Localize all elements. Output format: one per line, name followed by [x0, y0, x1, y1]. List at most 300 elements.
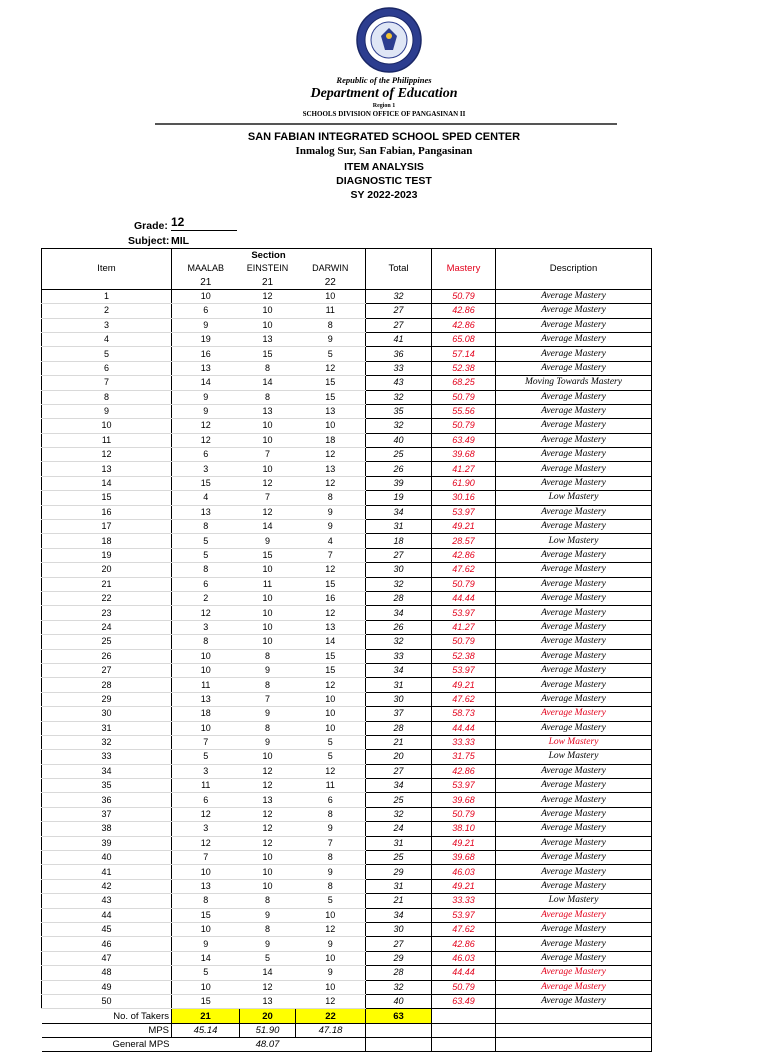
division-line: SCHOOLS DIVISION OFFICE OF PANGASINAN II: [302, 110, 466, 118]
maalab-score: 8: [172, 894, 240, 908]
item-number: 32: [42, 735, 172, 749]
total-score: 30: [366, 692, 432, 706]
mastery-description: Average Mastery: [496, 462, 652, 476]
item-number: 8: [42, 390, 172, 404]
total-score: 29: [366, 951, 432, 965]
mastery-description: Low Mastery: [496, 750, 652, 764]
einstein-score: 11: [240, 577, 296, 591]
maalab-score: 9: [172, 318, 240, 332]
mastery-percent: 63.49: [432, 994, 496, 1008]
darwin-score: 10: [296, 707, 366, 721]
maalab-score: 16: [172, 347, 240, 361]
maalab-score: 13: [172, 879, 240, 893]
mastery-description: Average Mastery: [496, 879, 652, 893]
table-row: [42, 793, 652, 807]
total-score: 31: [366, 520, 432, 534]
darwin-score: 10: [296, 951, 366, 965]
item-number: 34: [42, 764, 172, 778]
darwin-score: 12: [296, 361, 366, 375]
total-score: 34: [366, 908, 432, 922]
mastery-percent: 53.97: [432, 663, 496, 677]
maalab-score: 8: [172, 520, 240, 534]
table-row: [42, 318, 652, 332]
total-score: 36: [366, 347, 432, 361]
total-score: 27: [366, 304, 432, 318]
table-row: [42, 764, 652, 778]
item-number: 22: [42, 591, 172, 605]
table-row: [42, 332, 652, 346]
maalab-score: 8: [172, 635, 240, 649]
mastery-percent: 53.97: [432, 606, 496, 620]
mastery-percent: 31.75: [432, 750, 496, 764]
total-score: 26: [366, 462, 432, 476]
einstein-score: 8: [240, 390, 296, 404]
mastery-description: Average Mastery: [496, 448, 652, 462]
mastery-description: Moving Towards Mastery: [496, 376, 652, 390]
maalab-score: 9: [172, 390, 240, 404]
general-mps-label: General MPS: [42, 1038, 172, 1052]
item-number: 50: [42, 994, 172, 1008]
table-row: [42, 591, 652, 605]
einstein-score: 9: [240, 534, 296, 548]
einstein-score: 10: [240, 620, 296, 634]
maalab-score: 10: [172, 289, 240, 303]
table-row: [42, 577, 652, 591]
table-row: [42, 692, 652, 706]
total-score: 28: [366, 966, 432, 980]
mastery-description: Average Mastery: [496, 620, 652, 634]
einstein-score: 12: [240, 807, 296, 821]
total-score: 30: [366, 563, 432, 577]
total-score: 33: [366, 649, 432, 663]
mastery-description: Average Mastery: [496, 635, 652, 649]
mastery-description: Low Mastery: [496, 735, 652, 749]
item-number: 2: [42, 304, 172, 318]
table-row: [42, 534, 652, 548]
darwin-score: 10: [296, 721, 366, 735]
mastery-percent: 47.62: [432, 922, 496, 936]
einstein-score: 8: [240, 894, 296, 908]
table-row: [42, 419, 652, 433]
einstein-score: 12: [240, 289, 296, 303]
darwin-score: 10: [296, 908, 366, 922]
mastery-description: Average Mastery: [496, 692, 652, 706]
table-row: [42, 836, 652, 850]
einstein-score: 15: [240, 548, 296, 562]
maalab-score: 11: [172, 678, 240, 692]
total-score: 39: [366, 476, 432, 490]
mastery-percent: 46.03: [432, 865, 496, 879]
darwin-score: 5: [296, 894, 366, 908]
einstein-score: 13: [240, 793, 296, 807]
einstein-score: 7: [240, 491, 296, 505]
einstein-score: 8: [240, 678, 296, 692]
total-score: 27: [366, 318, 432, 332]
item-number: 42: [42, 879, 172, 893]
maalab-score: 11: [172, 779, 240, 793]
maalab-score: 18: [172, 707, 240, 721]
item-number: 41: [42, 865, 172, 879]
mastery-description: Average Mastery: [496, 807, 652, 821]
einstein-score: 10: [240, 462, 296, 476]
table-row: [42, 779, 652, 793]
einstein-score: 9: [240, 663, 296, 677]
maalab-score: 10: [172, 922, 240, 936]
darwin-score: 9: [296, 966, 366, 980]
mastery-description: Average Mastery: [496, 577, 652, 591]
item-number: 46: [42, 937, 172, 951]
mastery-description: Average Mastery: [496, 707, 652, 721]
einstein-score: 12: [240, 764, 296, 778]
mastery-description: Low Mastery: [496, 894, 652, 908]
mastery-percent: 49.21: [432, 879, 496, 893]
maalab-score: 10: [172, 721, 240, 735]
table-row: [42, 462, 652, 476]
mastery-percent: 58.73: [432, 707, 496, 721]
item-number: 5: [42, 347, 172, 361]
darwin-score: 8: [296, 807, 366, 821]
darwin-score: 9: [296, 332, 366, 346]
total-score: 40: [366, 433, 432, 447]
item-number: 24: [42, 620, 172, 634]
einstein-score: 9: [240, 937, 296, 951]
darwin-score: 13: [296, 620, 366, 634]
takers-count: 21: [172, 1009, 240, 1023]
item-number: 14: [42, 476, 172, 490]
mastery-description: Average Mastery: [496, 980, 652, 994]
total-score: 29: [366, 865, 432, 879]
einstein-score: 10: [240, 750, 296, 764]
header-item: Item: [42, 249, 172, 290]
takers-label: No. of Takers: [42, 1009, 172, 1023]
item-number: 17: [42, 520, 172, 534]
einstein-score: 7: [240, 448, 296, 462]
table-row: [42, 851, 652, 865]
darwin-score: 9: [296, 937, 366, 951]
item-number: 36: [42, 793, 172, 807]
maalab-score: 6: [172, 577, 240, 591]
einstein-score: 8: [240, 721, 296, 735]
maalab-score: 5: [172, 548, 240, 562]
einstein-score: 13: [240, 332, 296, 346]
einstein-score: 15: [240, 347, 296, 361]
total-score: 32: [366, 390, 432, 404]
mastery-percent: 44.44: [432, 591, 496, 605]
darwin-score: 9: [296, 505, 366, 519]
einstein-score: 9: [240, 908, 296, 922]
mastery-percent: 53.97: [432, 908, 496, 922]
einstein-score: 9: [240, 707, 296, 721]
table-row: [42, 448, 652, 462]
darwin-score: 4: [296, 534, 366, 548]
table-row: [42, 548, 652, 562]
mastery-description: Average Mastery: [496, 779, 652, 793]
section-name: DARWIN: [296, 262, 366, 275]
total-score: 32: [366, 980, 432, 994]
total-score: 28: [366, 591, 432, 605]
table-row: [42, 347, 652, 361]
einstein-score: 12: [240, 822, 296, 836]
mastery-description: Average Mastery: [496, 908, 652, 922]
table-row: [42, 635, 652, 649]
header-mastery: Mastery: [432, 249, 496, 290]
mastery-percent: 39.68: [432, 448, 496, 462]
einstein-score: 8: [240, 361, 296, 375]
einstein-score: 10: [240, 433, 296, 447]
school-address: Inmalog Sur, San Fabian, Pangasinan: [295, 145, 473, 157]
darwin-score: 12: [296, 606, 366, 620]
table-row: [42, 620, 652, 634]
table-row: [42, 966, 652, 980]
mastery-description: Average Mastery: [496, 390, 652, 404]
mastery-description: Average Mastery: [496, 505, 652, 519]
table-row: [42, 865, 652, 879]
total-score: 26: [366, 620, 432, 634]
maalab-score: 2: [172, 591, 240, 605]
darwin-score: 13: [296, 462, 366, 476]
total-score: 32: [366, 419, 432, 433]
item-number: 26: [42, 649, 172, 663]
maalab-score: 5: [172, 750, 240, 764]
mastery-percent: 52.38: [432, 361, 496, 375]
darwin-score: 13: [296, 404, 366, 418]
einstein-score: 12: [240, 836, 296, 850]
mps-label: MPS: [42, 1023, 172, 1037]
maalab-score: 15: [172, 994, 240, 1008]
mastery-description: Average Mastery: [496, 764, 652, 778]
darwin-score: 10: [296, 289, 366, 303]
table-row: [42, 994, 652, 1008]
total-score: 25: [366, 851, 432, 865]
item-number: 3: [42, 318, 172, 332]
table-row: [42, 735, 652, 749]
item-number: 33: [42, 750, 172, 764]
total-score: 19: [366, 491, 432, 505]
mastery-percent: 50.79: [432, 635, 496, 649]
darwin-score: 6: [296, 793, 366, 807]
total-score: 27: [366, 548, 432, 562]
maalab-score: 15: [172, 908, 240, 922]
table-row: [42, 663, 652, 677]
maalab-score: 12: [172, 433, 240, 447]
item-number: 29: [42, 692, 172, 706]
table-row: [42, 951, 652, 965]
mastery-description: Average Mastery: [496, 994, 652, 1008]
einstein-score: 14: [240, 376, 296, 390]
item-number: 49: [42, 980, 172, 994]
maalab-score: 6: [172, 793, 240, 807]
maalab-score: 15: [172, 476, 240, 490]
total-score: 34: [366, 663, 432, 677]
table-row: [42, 678, 652, 692]
maalab-score: 13: [172, 361, 240, 375]
mastery-description: Average Mastery: [496, 851, 652, 865]
mastery-percent: 50.79: [432, 419, 496, 433]
mastery-percent: 63.49: [432, 433, 496, 447]
mastery-percent: 39.68: [432, 851, 496, 865]
darwin-score: 12: [296, 994, 366, 1008]
mastery-description: Average Mastery: [496, 361, 652, 375]
einstein-score: 14: [240, 520, 296, 534]
maalab-score: 9: [172, 937, 240, 951]
mastery-percent: 65.08: [432, 332, 496, 346]
item-number: 16: [42, 505, 172, 519]
maalab-score: 13: [172, 692, 240, 706]
total-score: 32: [366, 635, 432, 649]
mastery-percent: 61.90: [432, 476, 496, 490]
total-score: 31: [366, 836, 432, 850]
mastery-description: Low Mastery: [496, 491, 652, 505]
table-row: [42, 922, 652, 936]
total-score: 31: [366, 678, 432, 692]
mastery-description: Average Mastery: [496, 663, 652, 677]
region-line: Region 1: [372, 103, 396, 109]
darwin-score: 7: [296, 836, 366, 850]
darwin-score: 12: [296, 678, 366, 692]
mastery-percent: 52.38: [432, 649, 496, 663]
mastery-percent: 47.62: [432, 692, 496, 706]
section-name: EINSTEIN: [246, 263, 289, 274]
item-number: 6: [42, 361, 172, 375]
table-row: [42, 937, 652, 951]
item-number: 9: [42, 404, 172, 418]
total-score: 32: [366, 807, 432, 821]
mastery-percent: 49.21: [432, 836, 496, 850]
darwin-score: 5: [296, 735, 366, 749]
item-number: 39: [42, 836, 172, 850]
darwin-score: 5: [296, 750, 366, 764]
total-score: 27: [366, 937, 432, 951]
maalab-score: 6: [172, 448, 240, 462]
item-number: 13: [42, 462, 172, 476]
mastery-description: Average Mastery: [496, 476, 652, 490]
total-score: 35: [366, 404, 432, 418]
mastery-description: Average Mastery: [496, 865, 652, 879]
total-score: 33: [366, 361, 432, 375]
takers-count: 20: [240, 1009, 296, 1023]
einstein-score: 7: [240, 692, 296, 706]
maalab-score: 3: [172, 620, 240, 634]
einstein-score: 12: [240, 476, 296, 490]
mastery-description: Average Mastery: [496, 606, 652, 620]
mastery-percent: 46.03: [432, 951, 496, 965]
mastery-description: Average Mastery: [496, 649, 652, 663]
darwin-score: 5: [296, 347, 366, 361]
darwin-score: 11: [296, 304, 366, 318]
maalab-score: 5: [172, 966, 240, 980]
total-score: 18: [366, 534, 432, 548]
table-row: [42, 649, 652, 663]
mastery-percent: 50.79: [432, 289, 496, 303]
item-number: 28: [42, 678, 172, 692]
table-row: [42, 491, 652, 505]
takers-total: 63: [366, 1009, 432, 1023]
table-row: [42, 376, 652, 390]
einstein-score: 12: [240, 980, 296, 994]
takers-count: 22: [296, 1009, 366, 1023]
darwin-score: 15: [296, 390, 366, 404]
mastery-percent: 33.33: [432, 894, 496, 908]
grade-label: Grade:: [134, 220, 168, 232]
maalab-score: 3: [172, 462, 240, 476]
mastery-percent: 68.25: [432, 376, 496, 390]
maalab-score: 3: [172, 822, 240, 836]
darwin-score: 10: [296, 692, 366, 706]
mastery-percent: 42.86: [432, 548, 496, 562]
maalab-score: 12: [172, 606, 240, 620]
table-row: [42, 980, 652, 994]
mastery-percent: 39.68: [432, 793, 496, 807]
report-subtitle: DIAGNOSTIC TEST: [336, 175, 432, 187]
total-score: 25: [366, 448, 432, 462]
section-count: 22: [296, 275, 366, 289]
maalab-score: 9: [172, 404, 240, 418]
einstein-score: 8: [240, 922, 296, 936]
mastery-percent: 44.44: [432, 966, 496, 980]
mastery-description: Average Mastery: [496, 347, 652, 361]
header-total: Total: [366, 249, 432, 290]
item-number: 19: [42, 548, 172, 562]
maalab-score: 5: [172, 534, 240, 548]
mastery-percent: 49.21: [432, 520, 496, 534]
total-score: 28: [366, 721, 432, 735]
einstein-score: 10: [240, 304, 296, 318]
maalab-score: 14: [172, 376, 240, 390]
table-row: [42, 289, 652, 303]
mastery-description: Average Mastery: [496, 419, 652, 433]
einstein-score: 10: [240, 635, 296, 649]
item-number: 23: [42, 606, 172, 620]
darwin-score: 9: [296, 520, 366, 534]
mastery-description: Average Mastery: [496, 793, 652, 807]
mastery-percent: 50.79: [432, 390, 496, 404]
total-score: 30: [366, 922, 432, 936]
einstein-score: 10: [240, 851, 296, 865]
maalab-score: 8: [172, 563, 240, 577]
total-score: 34: [366, 606, 432, 620]
total-score: 24: [366, 822, 432, 836]
maalab-score: 3: [172, 764, 240, 778]
total-score: 20: [366, 750, 432, 764]
table-row: [42, 505, 652, 519]
darwin-score: 12: [296, 476, 366, 490]
item-number: 25: [42, 635, 172, 649]
general-mps-value: 48.07: [240, 1038, 296, 1052]
einstein-score: 10: [240, 879, 296, 893]
mastery-description: Average Mastery: [496, 836, 652, 850]
school-year: SY 2022-2023: [350, 189, 418, 201]
darwin-score: 8: [296, 851, 366, 865]
table-row: [42, 807, 652, 821]
maalab-score: 10: [172, 649, 240, 663]
table-row: [42, 707, 652, 721]
mastery-percent: 42.86: [432, 318, 496, 332]
mastery-percent: 42.86: [432, 764, 496, 778]
maalab-score: 19: [172, 332, 240, 346]
einstein-score: 13: [240, 994, 296, 1008]
table-row: [42, 563, 652, 577]
item-number: 20: [42, 563, 172, 577]
total-score: 34: [366, 505, 432, 519]
mastery-percent: 57.14: [432, 347, 496, 361]
mastery-description: Average Mastery: [496, 318, 652, 332]
mastery-description: Average Mastery: [496, 678, 652, 692]
item-number: 31: [42, 721, 172, 735]
item-number: 35: [42, 779, 172, 793]
mastery-description: Average Mastery: [496, 822, 652, 836]
maalab-score: 10: [172, 980, 240, 994]
darwin-score: 10: [296, 980, 366, 994]
